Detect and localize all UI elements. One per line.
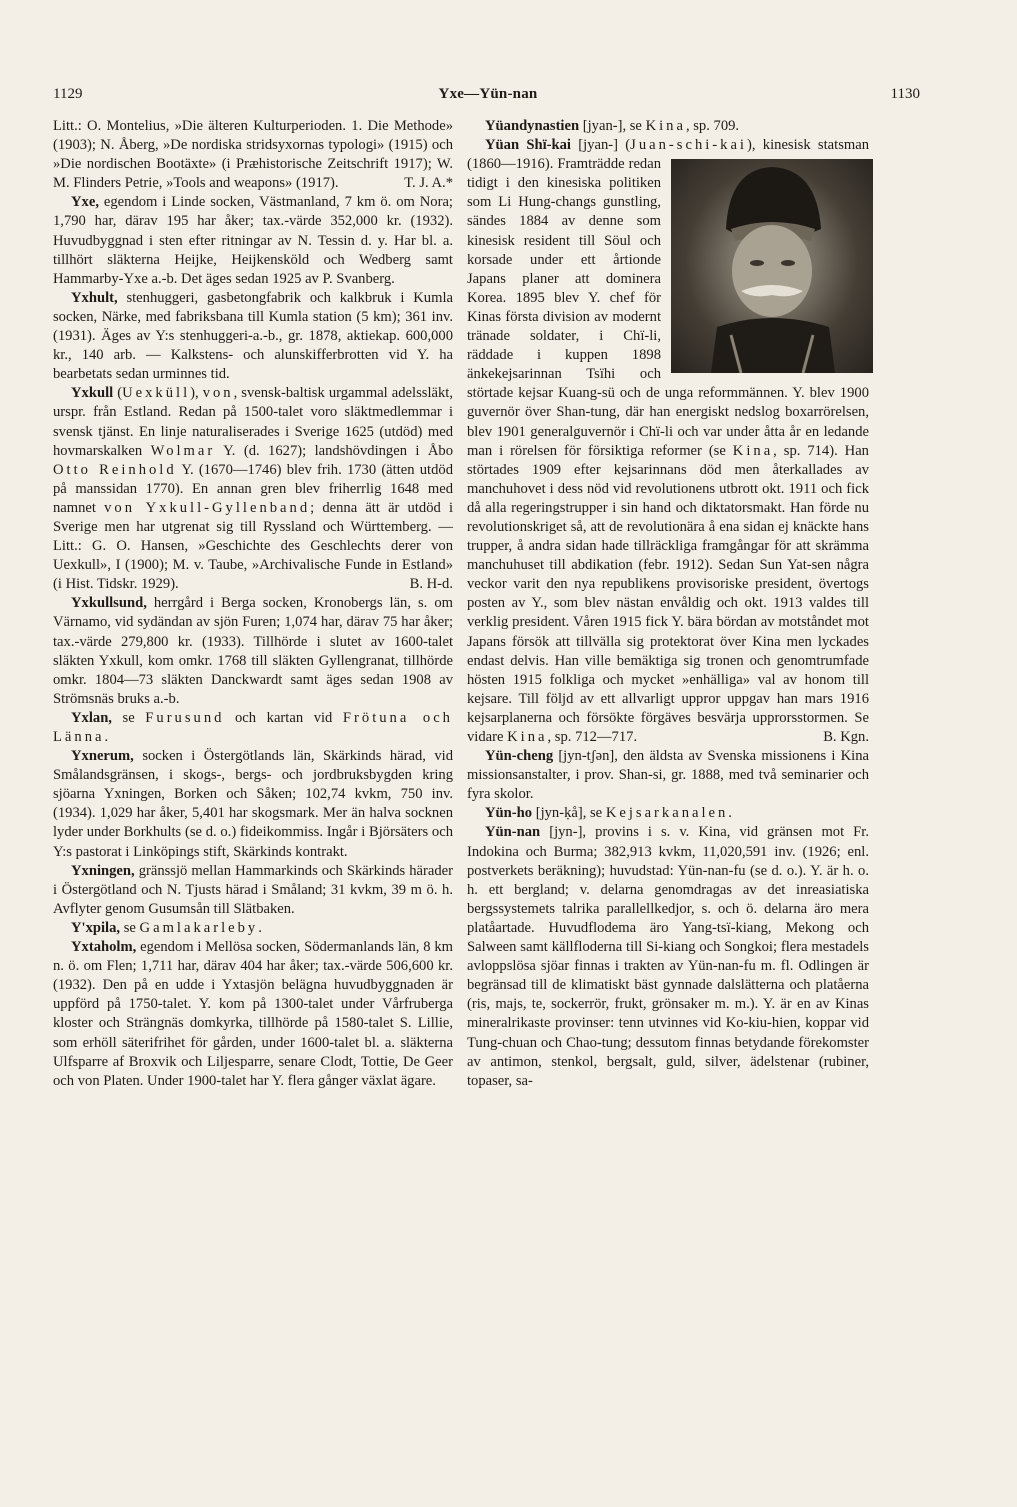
signature: T. J. A.* [404, 175, 453, 192]
page-number-left: 1129 [53, 86, 83, 102]
headword: Yxtaholm, [71, 939, 137, 956]
entry-yxkull: Yxkull (Uexküll), von, svensk-baltisk urgammal adelssläkt, urspr. från Estland. Redan på 1500-talet voro släktmedlemmar i svensk tjänst. En linje naturaliserades i Sverige 1625 (utdöd) med hovmarskalken Wolmar Y. (d. 1627); landshövdingen i Åbo Otto Reinhold Y. (1670—1746) blev frih. 1730 (ätten utdöd på manssidan 1770). En annan gren blev friherrlig 1648 med namnet von Yxkull-Gyllenband; denna ätt är utdöd i Sverige men har utgrenat sig till Ryssland och Württemberg. — Litt.: G. O. Hansen, »Geschichte des Geschlechts derer von Uexkull», I (1900); M. v. Taube, »Archivalische Funde in Estland» (i Hist. Tidskr. 1929). B. H-d. [53, 384, 453, 594]
signature: B. H-d. [409, 576, 453, 593]
entry-yxtaholm: Yxtaholm, egendom i Mellösa socken, Södermanlands län, 8 km n. ö. om Flen; 1,711 har, därav 404 har åker; tax.-värde 506,600 kr. (1932). Den på en udde i Yxtasjön belägna huvudbyggnaden är uppförd på 1750-talet. Y. kom på 1300-talet under Vårfruberga kloster och Strängnäs domkyrka, tillhörde på 1580-talet S. Lillie, som erhöll säterifrihet för gården, under 1600-talet bl. a. släkterna Ulfsparre af Broxvik och Liljesparre, senare Clodt, Tottie, De Geer och von Platen. Under 1900-talet har Y. flera gånger växlat ägare. [53, 939, 453, 1089]
entry-yxe: Yxe, egendom i Linde socken, Västmanland, 7 km ö. om Nora; 1,790 har, därav 195 har åker; tax.-värde 352,000 kr. (1932). Huvudbyggnad i sten efter ritningar av N. Tessin d. y. Har bl. a. tillhört släkterna Heijke, Heijkensköld och Wedberg samt Hammarby-Yxe a.-b. Det äges sedan 1925 av P. Svanberg. [53, 194, 453, 287]
portrait-photo [671, 159, 873, 373]
entry-yxnerum: Yxnerum, socken i Östergötlands län, Skärkinds härad, vid Smålandsgränsen, i skogs-, bergs- och jordbruksbygden kring sjöarna Yxningen, Borken och Såken; 102,74 kvkm, 750 inv. (1934). 1,029 har åker, 5,401 har skogsmark. Mer än halva socknen lyder under Borkhults (se d. o.) fideikommiss. Ingår i Björsäters och Y:s pastorat i Linköpings stift, Skärkinds kontrakt. [53, 748, 454, 860]
headword: Yxningen, [71, 862, 135, 879]
page-number-right: 1130 [890, 86, 920, 102]
headword: Yxe, [71, 194, 99, 211]
running-head: Yxe—Yün-nan [438, 86, 538, 102]
signature: B. Kgn. [823, 729, 869, 745]
right-column [467, 117, 869, 1091]
headword: Y'xpila, [71, 919, 121, 936]
entry-yxkullsund: Yxkullsund, herrgård i Berga socken, Kronobergs län, s. om Värnamo, vid sydändan av sjön Furen; 1,074 har, därav 75 har åker; tax.-värde 279,800 kr. (1933). Tillhörde i slutet av 1600-talet släkten Yxkull, kom omkr. 1768 till släkten Gyllengranat, tillhörde omkr. 1804—73 släkten Danckwardt samt äges sedan 1908 av Strömsnäs bruks a.-b. [53, 595, 453, 707]
headword: Yxnerum, [71, 748, 134, 765]
left-column [53, 117, 453, 1091]
entry-yxhult: Yxhult, stenhuggeri, gasbetongfabrik och kalkbruk i Kumla socken, Närke, med fabriksbana till Kumla station (5 km); 361 inv. (1931). Äges av Y:s stenhuggeri-a.-b., gr. 1878, aktiekap. 600,000 kr., 140 arb. — Kalkstens- och alunskifferbrotten vid Y. ha bearbetats sedan urminnes tid. [53, 289, 453, 383]
entry-yxningen: Yxningen, gränssjö mellan Hammarkinds och Skärkinds härader i Östergötland och N. Tjusts härad i Småland; 31 kvkm, 39 m ö. h. Avflyter genom Gusumsån till Slätbaken. [53, 862, 453, 917]
headword: Yxhult, [71, 289, 118, 306]
entry-yun-nan: Yün-nan [jyn-], provins i s. v. Kina, vid gränsen mot Fr. Indokina och Burma; 382,913 kvkm, 11,020,591 inv. (1926; enl. postverkets beräkning); huvudstad: Yün-nan-fu (se d. o.). Y. är h. o. h. ett bergland; v. delarna genomdragas av det inreasiatiska bergssystemets talrika parallellkedjor, s. och ö. delarna äro mera platåartade. Huvudflodema äro Yang-tsï-kiang, Mekong och Salween samt källfloderna till Si-kiang och Songkoi; flera mestadels avloppslösa sjöar finnas i trakten av Yün-nan-fu m. fl. Odlingen är begränsad till de klimatiskt bäst gynnade dalslätterna och platåerna (ris, majs, te, sockerrör, frukt, grönsaker m. m.). Y. är en av Kinas mineralrikaste provinser: tenn utvinnes vid Ko-kiu-hien, koppar vid Tung-chuan och Chao-tung; dessutom finnas betydande förekomster av antimon, stenkol, bergsalt, guld, silver, ädelstenar (rubiner, topaser, sa- [467, 824, 869, 1089]
headword: Yün-nan [485, 824, 541, 841]
entry-literature-continuation: Litt.: O. Montelius, »Die älteren Kulturperioden. 1. Die Methode» (1903); N. Åberg, »De nordiska stridsyxornas typologi» (1915) och »Die nordischen Bootäxte» (i Præhistorische Zeitschrift 1917); W. M. Flinders Petrie, »Tools and weapons» (1917). T. J. A.* [53, 117, 453, 193]
entry-yuan-shi-kai: Yüan Shï-kai [jyan-] (Juan-schi-kai ), kinesisk statsman (1860—1916). Framträdde redan tidigt i den kinesiska politiken som Li Hung-changs gunstling, sändes 1884 av denne som kinesisk resident till Söul och korsade under ett årtionde Japans planer att dominera Korea. 1895 blev Y. chef för Kinas första division av modernt tränade soldater, i Chï-li, räddade i kuppen 1898 änkekejsarinnan Tsïhi och störtade kejsar Kuang-sü och de unga reformmännen. Y. blev 1900 guvernör över Shan-tung, där han energiskt nedslog boxarrörelsen, blev 1901 generalguvernör i Chï-li och var under åtta år en ledande man i rörelsen för försiktiga reformer (se Kina, sp. 714). Han störtades 1909 efter kejsarinnans död men återkallades av manchuhovet i dess nöd vid revolutionens utbrott okt. 1911 och fick då alla regeringstrupper i sin hand och diktatorsmakt. Han förde nu revolutionskriget så, att de revolutionära å ena sidan ej knäckte hans trupper, å andra sidan hade tillräckliga framgångar för att skrämma manchuhuset till abdikation (febr. 1912). Sedan Sun Yat-sen några veckor varit den nya republikens provisoriske president, övertogs posten av Y., som blev nästan envåldig och okt. 1913 valdes till verklig president. Våren 1915 fick Y. bära bördan av motståndet mot Japans försök att tillvälla sig protektorat över Kina men lyckades endast delvis. Han ville bemäktiga sig tronen och genomtrumfade hösten 1915 folkliga och mycket »enhälliga» val av honom till kejsare. Till följd av ett allvarligt uppror uppgav han mars 1916 kejsarplanerna och försökte förgäves besvärja upprorsstormen. Se vidare Kina, sp. 712—717. B. Kgn. [467, 136, 869, 747]
entry-yun-cheng: Yün-cheng [jyn-tʃən], den äldsta av Svenska missionens i Kina missionsanstalter, i prov. Shan-si, gr. 1888, med två seminarier och fyra skolor. [467, 748, 869, 803]
entry-yuandynastien: Yüandynastien [jyan-], se Kina, sp. 709. [485, 118, 740, 134]
headword: Yün-cheng [485, 748, 554, 765]
headword: Yüandynastien [485, 118, 580, 134]
headword: Yün-ho [485, 805, 533, 822]
entry-yxpila: Y'xpila, se Gamlakarleby. [71, 919, 262, 936]
entry-yxlan: Yxlan, se Furusund och kartan vid Frötuna och Länna. [53, 709, 453, 745]
headword: Yüan Shï-kai [485, 137, 571, 154]
headword: Yxkullsund, [71, 595, 147, 612]
headword: Yxkull [71, 385, 114, 402]
entry-yun-ho: Yün-ho [jyn-ḳå], se Kejsarkanalen. [485, 805, 732, 822]
headword: Yxlan, [71, 709, 112, 726]
